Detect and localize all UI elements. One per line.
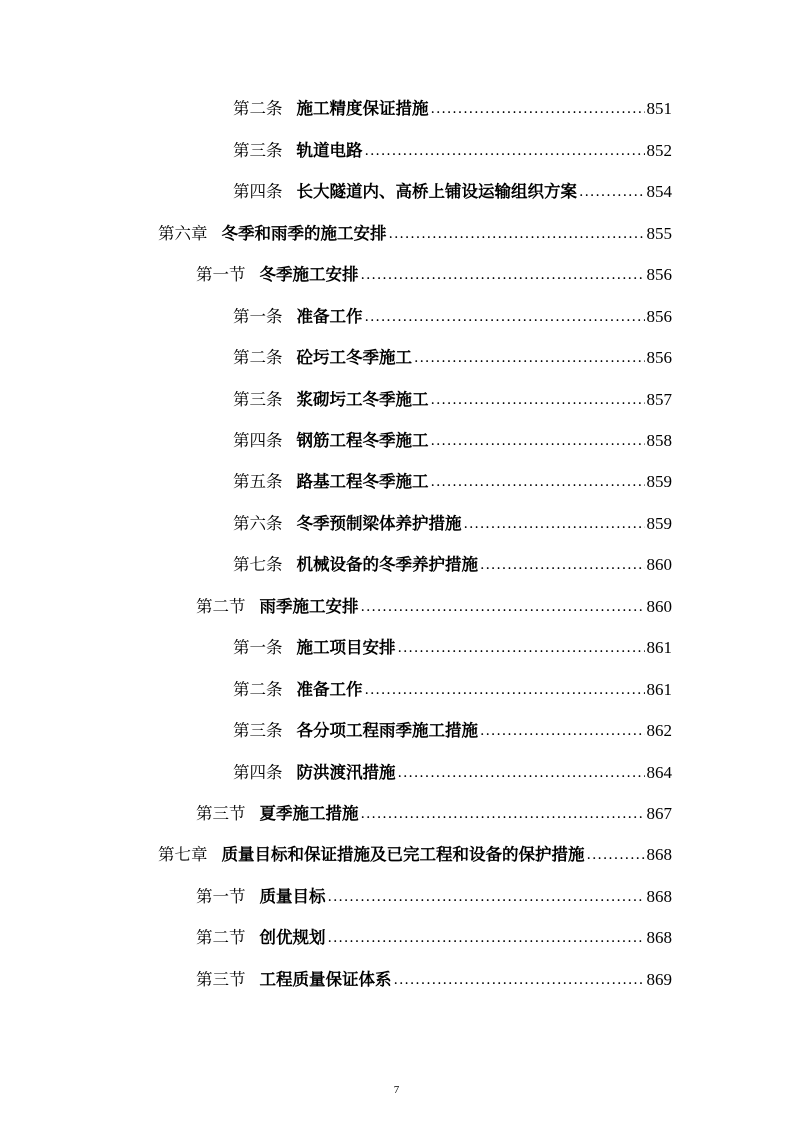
- toc-entry-number: 第三条: [233, 141, 283, 160]
- toc-entry-title: 冬季和雨季的施工安排: [221, 224, 387, 243]
- toc-leader-dots: [431, 96, 645, 122]
- toc-entry-page: 868: [646, 845, 672, 864]
- toc-entry-page: 855: [646, 224, 672, 243]
- toc-entry[interactable]: [233, 469, 672, 495]
- toc-leader-dots: [328, 925, 645, 951]
- toc-leader-dots: [414, 345, 645, 371]
- toc-leader-dots: [365, 677, 645, 703]
- toc-entry-page: 851: [646, 99, 672, 118]
- toc-entry-section[interactable]: [196, 967, 672, 993]
- toc-leader-dots: [361, 801, 645, 827]
- toc-entry-number: 第一节: [196, 265, 246, 284]
- toc-leader-dots: [587, 842, 645, 868]
- toc-entry-number: 第六条: [233, 514, 283, 533]
- toc-leader-dots: [328, 884, 645, 910]
- toc-entry[interactable]: [233, 635, 672, 661]
- toc-entry-number: 第二条: [233, 99, 283, 118]
- toc-entry-page: 857: [646, 390, 672, 409]
- toc-entry-page: 856: [646, 265, 672, 284]
- toc-entry[interactable]: [233, 718, 672, 744]
- toc-entry-page: 859: [646, 514, 672, 533]
- toc-entry-page: 854: [646, 182, 672, 201]
- toc-entry-number: 第四条: [233, 182, 283, 201]
- toc-entry-page: 859: [646, 472, 672, 491]
- toc-entry-title: 雨季施工安排: [259, 597, 359, 616]
- toc-entry-number: 第三节: [196, 970, 246, 989]
- toc-entry-number: 第一条: [233, 307, 283, 326]
- toc-entry-page: 860: [646, 555, 672, 574]
- toc-leader-dots: [480, 718, 645, 744]
- toc-leader-dots: [431, 469, 645, 495]
- toc-entry-title: 施工精度保证措施: [296, 99, 429, 118]
- toc-entry-chapter[interactable]: [158, 842, 672, 868]
- toc-leader-dots: [398, 760, 645, 786]
- toc-entry-page: 861: [646, 680, 672, 699]
- toc-entry[interactable]: [233, 345, 672, 371]
- toc-entry-number: 第四条: [233, 763, 283, 782]
- toc-entry-title: 夏季施工措施: [259, 804, 359, 823]
- toc-entry-title: 冬季施工安排: [259, 265, 359, 284]
- toc-entry-number: 第六章: [158, 224, 208, 243]
- toc-entry-section[interactable]: [196, 925, 672, 951]
- toc-entry-number: 第二条: [233, 348, 283, 367]
- toc-entry-page: 869: [646, 970, 672, 989]
- toc-entry-title: 质量目标和保证措施及已完工程和设备的保护措施: [221, 845, 585, 864]
- toc-entry[interactable]: [233, 552, 672, 578]
- toc-leader-dots: [398, 635, 645, 661]
- toc-entry-title: 各分项工程雨季施工措施: [296, 721, 478, 740]
- toc-entry-section[interactable]: [196, 801, 672, 827]
- toc-entry-number: 第一条: [233, 638, 283, 657]
- toc-entry-title: 创优规划: [259, 928, 326, 947]
- toc-entry-title: 冬季预制梁体养护措施: [296, 514, 462, 533]
- toc-leader-dots: [394, 967, 645, 993]
- toc-entry-page: 868: [646, 887, 672, 906]
- toc-entry-title: 防洪渡汛措施: [296, 763, 396, 782]
- toc-entry-title: 施工项目安排: [296, 638, 396, 657]
- page-number: 7: [393, 1084, 400, 1096]
- toc-entry-number: 第三节: [196, 804, 246, 823]
- toc-entry-page: 862: [646, 721, 672, 740]
- toc-entry-number: 第七章: [158, 845, 208, 864]
- toc-entry[interactable]: [233, 511, 672, 537]
- toc-entry-title: 机械设备的冬季养护措施: [296, 555, 478, 574]
- toc-entry-section[interactable]: [196, 884, 672, 910]
- toc-leader-dots: [431, 387, 645, 413]
- toc-entry[interactable]: [233, 760, 672, 786]
- toc-entry-title: 钢筋工程冬季施工: [296, 431, 429, 450]
- toc-entry-number: 第一节: [196, 887, 246, 906]
- toc-entry-number: 第二节: [196, 928, 246, 947]
- toc-leader-dots: [464, 511, 645, 537]
- toc-entry-title: 工程质量保证体系: [259, 970, 392, 989]
- toc-entry-title: 路基工程冬季施工: [296, 472, 429, 491]
- toc-entry-page: 852: [646, 141, 672, 160]
- toc-entry-page: 867: [646, 804, 672, 823]
- toc-entry-number: 第二节: [196, 597, 246, 616]
- toc-entry-page: 856: [646, 348, 672, 367]
- toc-entry[interactable]: [233, 677, 672, 703]
- toc-leader-dots: [389, 221, 645, 247]
- toc-entry-page: 864: [646, 763, 672, 782]
- toc-leader-dots: [361, 594, 645, 620]
- toc-entry-page: 858: [646, 431, 672, 450]
- toc-entry-section[interactable]: [196, 594, 672, 620]
- toc-entry-number: 第二条: [233, 680, 283, 699]
- toc-entry-page: 856: [646, 307, 672, 326]
- toc-leader-dots: [431, 428, 645, 454]
- toc-entry[interactable]: [233, 304, 672, 330]
- toc-entry-section[interactable]: [196, 262, 672, 288]
- toc-entry-number: 第三条: [233, 721, 283, 740]
- toc-entry-title: 准备工作: [296, 307, 363, 326]
- toc-entry-title: 准备工作: [296, 680, 363, 699]
- toc-entry-title: 长大隧道内、高桥上铺设运输组织方案: [296, 182, 577, 201]
- toc-entry-page: 868: [646, 928, 672, 947]
- toc-entry-number: 第三条: [233, 390, 283, 409]
- toc-leader-dots: [361, 262, 645, 288]
- toc-entry-chapter[interactable]: [158, 221, 672, 247]
- toc-entry-title: 轨道电路: [296, 141, 363, 160]
- toc-entry-title: 浆砌圬工冬季施工: [296, 390, 429, 409]
- toc-entry-number: 第四条: [233, 431, 283, 450]
- toc-entry-page: 860: [646, 597, 672, 616]
- toc-entry-title: 砼圬工冬季施工: [296, 348, 412, 367]
- toc-entry[interactable]: [233, 96, 672, 122]
- toc-entry[interactable]: [233, 138, 672, 164]
- toc-entry[interactable]: [233, 387, 672, 413]
- toc-entry-number: 第五条: [233, 472, 283, 491]
- toc-leader-dots: [579, 179, 645, 205]
- toc-entry-page: 861: [646, 638, 672, 657]
- toc-leader-dots: [480, 552, 645, 578]
- toc-entry[interactable]: [233, 179, 672, 205]
- toc-entry-number: 第七条: [233, 555, 283, 574]
- toc-entry[interactable]: [233, 428, 672, 454]
- toc-entry-title: 质量目标: [259, 887, 326, 906]
- toc-leader-dots: [365, 138, 645, 164]
- toc-leader-dots: [365, 304, 645, 330]
